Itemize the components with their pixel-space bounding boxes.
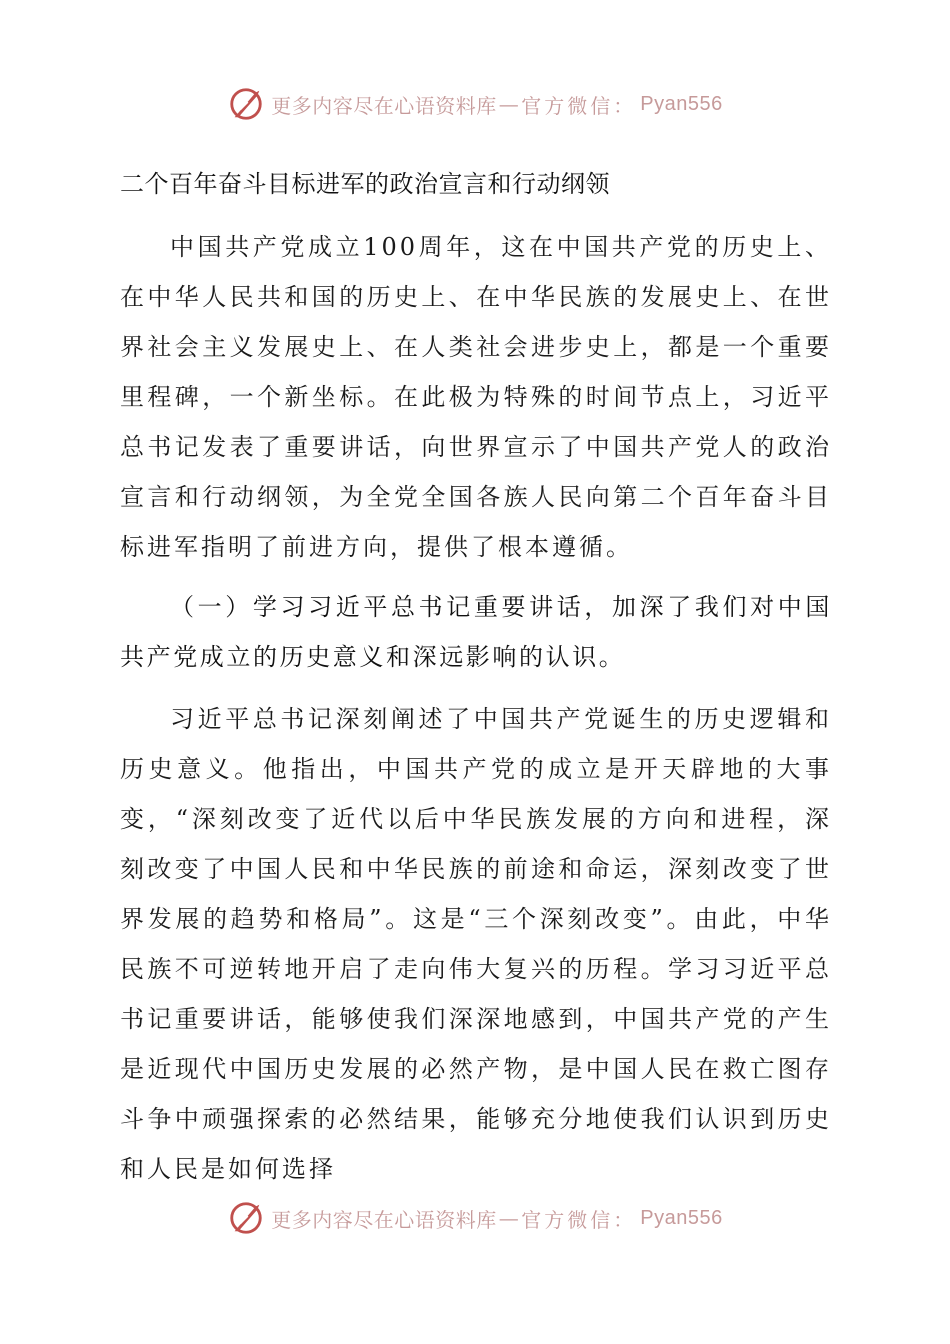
quill-logo-icon — [227, 85, 265, 123]
watermark-brand-text: 更多内容尽在心语资料库 — [271, 93, 497, 118]
watermark-separator: — — [498, 1206, 520, 1230]
watermark-wechat-id: Pyan556 — [640, 92, 723, 115]
body-paragraph-intro: 中国共产党成立100周年，这在中国共产党的历史上、在中华人民共和国的历史上、在中华民族的发展史上、在世界社会主义发展史上、在人类社会进步史上，都是一个重要里程碑，一个新坐标。在此极为特殊的时间节点上，习近平总书记发表了重要讲话，向世界宣示了中国共产党人的政治宣言和行动纲领，为全党全国各族人民向第二个百年奋斗目标进军指明了前进方向，提供了根本遵循。 — [120, 233, 832, 561]
watermark-separator: — — [498, 92, 520, 116]
watermark-official-label: 官方微信： — [521, 93, 637, 118]
watermark-header — [0, 82, 950, 126]
watermark-footer — [0, 1196, 950, 1240]
watermark-brand-text: 更多内容尽在心语资料库 — [271, 1207, 497, 1232]
quill-logo-icon — [227, 1199, 265, 1237]
section-heading-continuation: 二个百年奋斗目标进军的政治宣言和行动纲领 — [120, 170, 610, 198]
body-paragraph-history: 习近平总书记深刻阐述了中国共产党诞生的历史逻辑和历史意义。他指出，中国共产党的成立是开天辟地的大事变，“深刻改变了近代以后中华民族发展的方向和进程，深刻改变了中国人民和中华民族的前途和命运，深刻改变了世界发展的趋势和格局”。这是“三个深刻改变”。由此，中华民族不可逆转地开启了走向伟大复兴的历程。学习习近平总书记重要讲话，能够使我们深深地感到，中国共产党的产生是近现代中国历史发展的必然产物，是中国人民在救亡图存斗争中顽强探索的必然结果，能够充分地使我们认识到历史和人民是如何选择 — [120, 705, 832, 1183]
subsection-heading: （一）学习习近平总书记重要讲话，加深了我们对中国共产党成立的历史意义和深远影响的认识。 — [120, 593, 832, 671]
watermark-official-label: 官方微信： — [521, 1207, 637, 1232]
watermark-wechat-id: Pyan556 — [640, 1206, 723, 1229]
